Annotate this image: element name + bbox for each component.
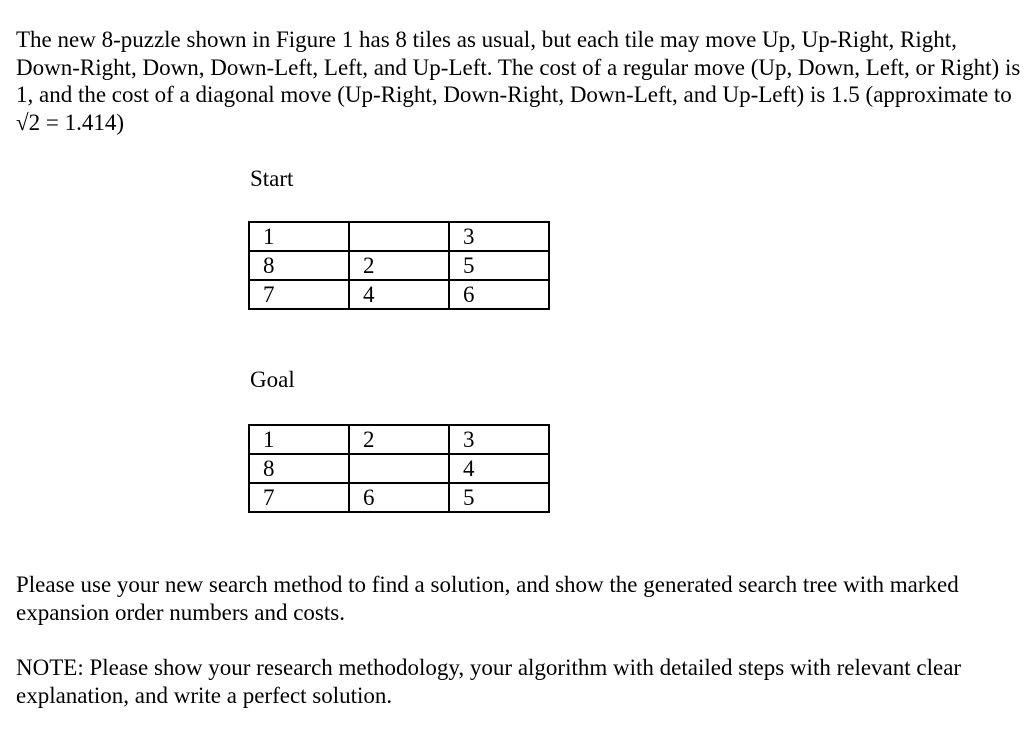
table-row xyxy=(249,454,549,483)
tile: 1 xyxy=(249,222,349,251)
start-grid xyxy=(248,221,550,310)
table-row xyxy=(249,222,549,251)
table-row xyxy=(249,425,549,454)
goal-label: Goal xyxy=(250,367,295,392)
tile: 3 xyxy=(449,222,549,251)
tile: 7 xyxy=(249,280,349,309)
tile xyxy=(349,222,449,251)
tile: 3 xyxy=(449,425,549,454)
table-row xyxy=(249,251,549,280)
tile: 1 xyxy=(249,425,349,454)
note-paragraph: NOTE: Please show your research methodology, your algorithm with detailed steps with relevant clear explanation, and write a perfect solution. xyxy=(16,655,962,708)
intro-paragraph: The new 8-puzzle shown in Figure 1 has 8 tiles as usual, but each tile may move Up, Up-Right, Right, Down-Right, Down, Down-Left, Left, and Up-Left. The cost of a regular move (Up, Down, Left, or Right) is 1, and the cost of a diagonal move (Up-Right, Down-Right, Down-Left, and Up-Left) is 1.5 (approximate to √2 = 1.414) xyxy=(16,27,1021,135)
tile: 2 xyxy=(349,251,449,280)
tile: 5 xyxy=(449,483,549,512)
tile: 2 xyxy=(349,425,449,454)
tile: 6 xyxy=(349,483,449,512)
tile: 6 xyxy=(449,280,549,309)
table-row xyxy=(249,483,549,512)
tile: 8 xyxy=(249,251,349,280)
tile: 8 xyxy=(249,454,349,483)
tile xyxy=(349,454,449,483)
tile: 7 xyxy=(249,483,349,512)
tile: 5 xyxy=(449,251,549,280)
instruction-paragraph: Please use your new search method to find a solution, and show the generated search tree with marked expansion order numbers and costs. xyxy=(16,572,959,625)
goal-grid xyxy=(248,424,550,513)
start-label: Start xyxy=(250,166,294,191)
table-row xyxy=(249,280,549,309)
tile: 4 xyxy=(449,454,549,483)
tile: 4 xyxy=(349,280,449,309)
